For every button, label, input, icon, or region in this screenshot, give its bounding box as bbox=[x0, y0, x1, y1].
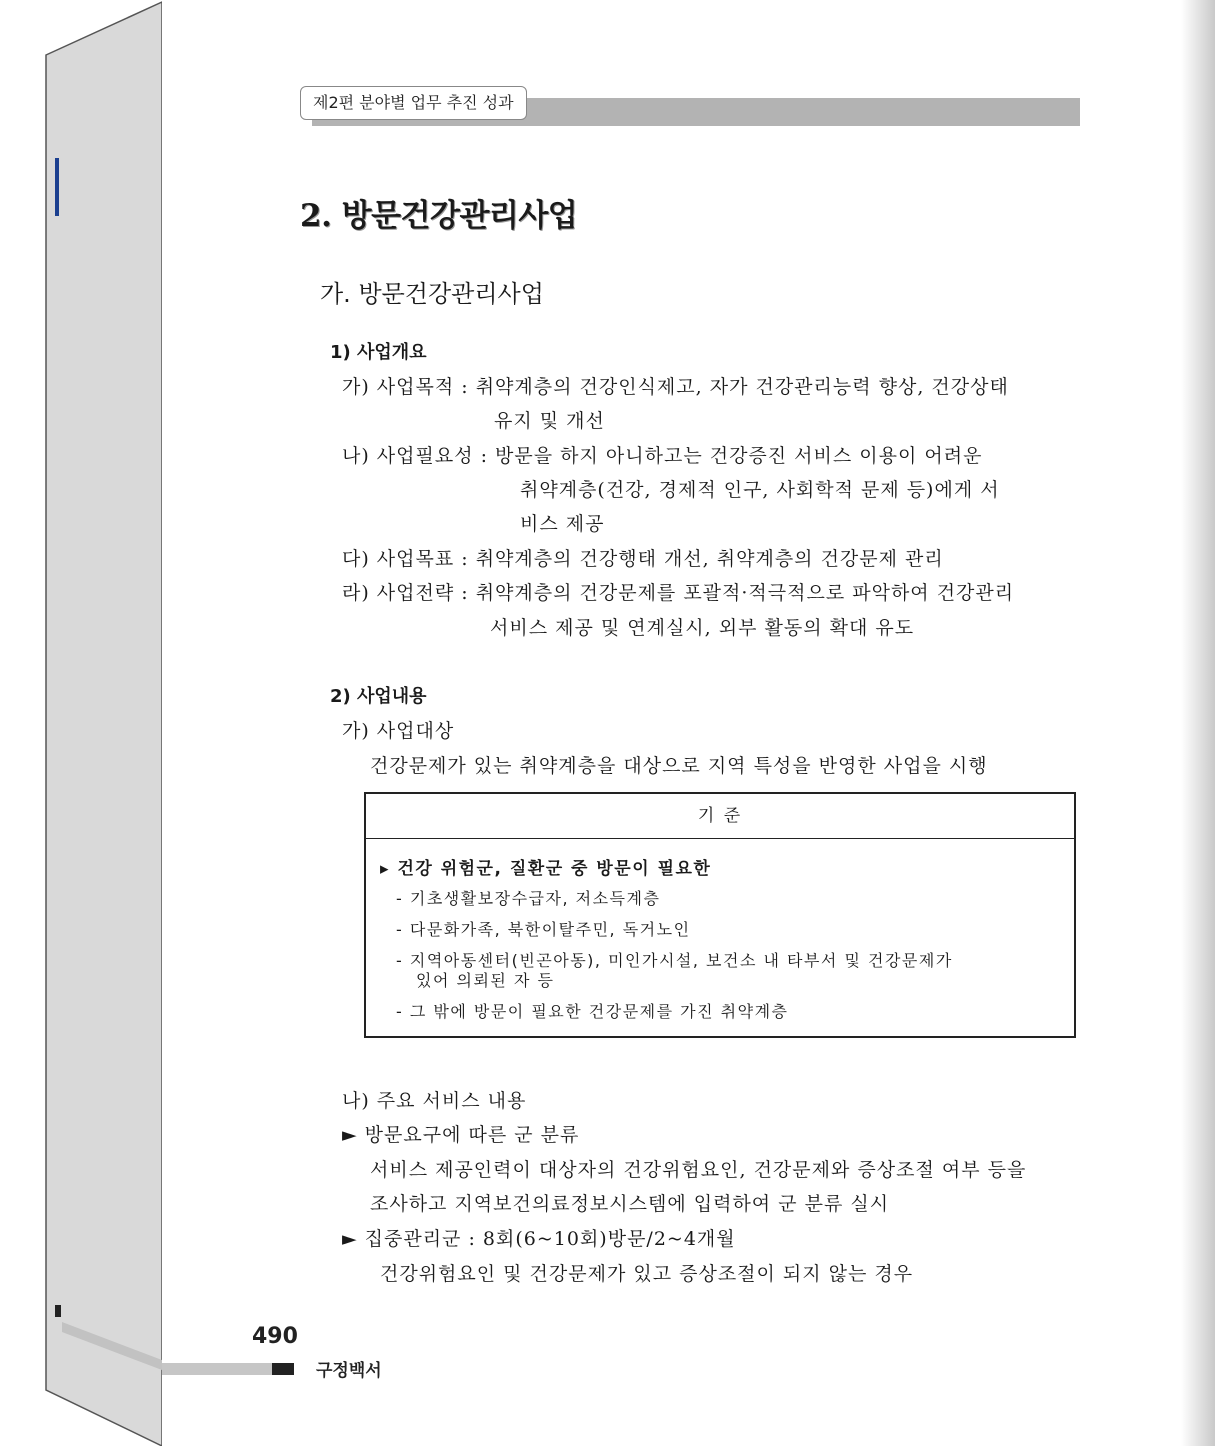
overview-line: 취약계층(건강, 경제적 인구, 사회학적 문제 등)에게 서 bbox=[520, 479, 1000, 501]
page-number: 490 bbox=[252, 1324, 298, 1349]
overview-line: 비스 제공 bbox=[520, 513, 605, 535]
criteria-main: ▸ 건강 위험군, 질환군 중 방문이 필요한 bbox=[380, 859, 712, 879]
overview-line: 서비스 제공 및 연계실시, 외부 활동의 확대 유도 bbox=[490, 617, 915, 639]
page-edge-shadow bbox=[1181, 0, 1215, 1446]
criteria-header: 기 준 bbox=[366, 794, 1074, 839]
footer-bar bbox=[162, 1363, 272, 1375]
criteria-item: - 그 밖에 방문이 필요한 건강문제를 가진 취약계층 bbox=[396, 1002, 789, 1021]
target-label: 가) 사업대상 bbox=[342, 720, 455, 742]
criteria-item: - 다문화가족, 북한이탈주민, 독거노인 bbox=[396, 920, 691, 939]
criteria-item: - 기초생활보장수급자, 저소득계층 bbox=[396, 889, 661, 908]
services-line: ► 방문요구에 따른 군 분류 bbox=[342, 1124, 580, 1146]
overview-line: 다) 사업목표 : 취약계층의 건강행태 개선, 취약계층의 건강문제 관리 bbox=[342, 548, 944, 570]
target-text: 건강문제가 있는 취약계층을 대상으로 지역 특성을 반영한 사업을 시행 bbox=[370, 755, 988, 777]
services-line: 조사하고 지역보건의료정보시스템에 입력하여 군 분류 실시 bbox=[370, 1193, 890, 1215]
section-tab: 제2편 분야별 업무 추진 성과 bbox=[300, 86, 527, 120]
overview-heading: 1) 사업개요 bbox=[330, 342, 427, 363]
services-label: 나) 주요 서비스 내용 bbox=[342, 1090, 527, 1112]
criteria-item: - 지역아동센터(빈곤아동), 미인가시설, 보건소 내 타부서 및 건강문제가 bbox=[396, 951, 953, 970]
services-line: 서비스 제공인력이 대상자의 건강위험요인, 건강문제와 증상조절 여부 등을 bbox=[370, 1159, 1027, 1181]
criteria-box bbox=[364, 792, 1076, 1038]
section-title: 가. 방문건강관리사업 bbox=[320, 280, 544, 308]
chapter-title: 2. 방문건강관리사업 bbox=[300, 198, 578, 234]
overview-line: 가) 사업목적 : 취약계층의 건강인식제고, 자가 건강관리능력 향상, 건강상태 bbox=[342, 376, 1009, 398]
overview-line: 라) 사업전략 : 취약계층의 건강문제를 포괄적·적극적으로 파악하여 건강관리 bbox=[342, 582, 1015, 604]
services-line: 건강위험요인 및 건강문제가 있고 증상조절이 되지 않는 경우 bbox=[380, 1263, 914, 1285]
services-line: ► 집중관리군 : 8회(6~10회)방문/2~4개월 bbox=[342, 1228, 736, 1250]
overview-line: 유지 및 개선 bbox=[494, 410, 605, 432]
book-title: 구정백서 bbox=[316, 1361, 382, 1381]
content-heading: 2) 사업내용 bbox=[330, 686, 427, 707]
criteria-item: 있어 의뢰된 자 등 bbox=[416, 971, 555, 990]
overview-line: 나) 사업필요성 : 방문을 하지 아니하고는 건강증진 서비스 이용이 어려운 bbox=[342, 445, 983, 467]
footer-block bbox=[272, 1363, 294, 1375]
